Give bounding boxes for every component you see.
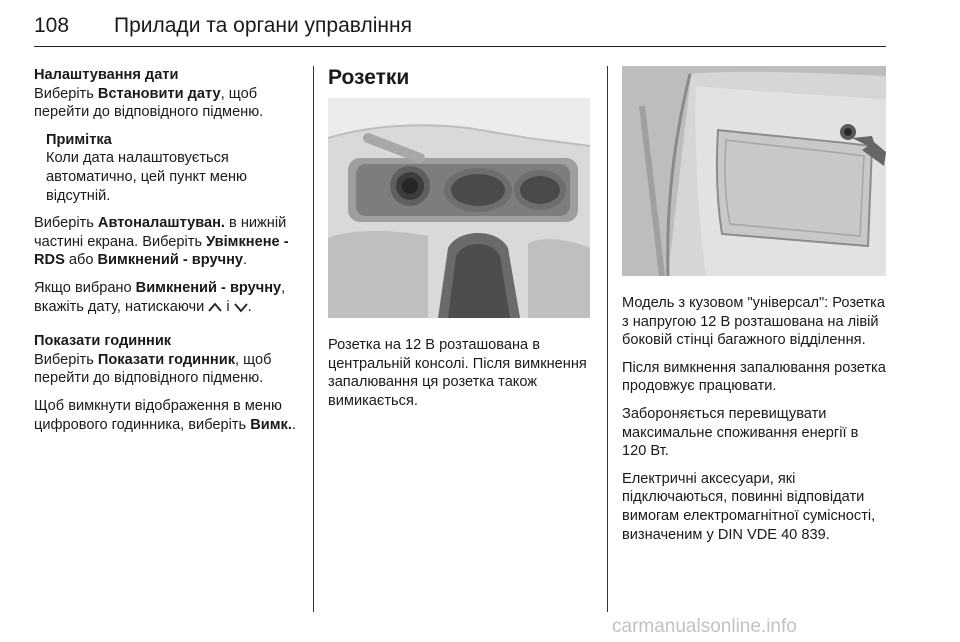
- watermark: carmanualsonline.info: [612, 616, 797, 637]
- column-divider-2: [607, 66, 608, 612]
- estate-socket-paragraph: Модель з кузовом "універсал": Розетка з напругою 12 В розташована на лівій боковій стінці багажного відділення.: [622, 295, 885, 349]
- page-title: Прилади та органи управління: [114, 14, 412, 37]
- emc-paragraph: Електричні аксесуари, які підключаються, повинні відповідати вимогам електромагнітної сумісності, визначеним у DIN VDE 40 839.: [622, 470, 876, 543]
- page-number: 108: [34, 14, 70, 37]
- ignition-off-paragraph: Після вимкнення запалювання розетка продовжує працювати.: [622, 359, 886, 395]
- column-right: [622, 66, 886, 553]
- note-box: [34, 131, 300, 205]
- set-date-menu-label: Встановити дату: [97, 85, 221, 102]
- show-clock-paragraph: Виберіть Показати годинник, щоб перейти до відповідного підменю.: [34, 351, 272, 387]
- off-manual-label: Вимкнений - вручну: [97, 252, 243, 269]
- page-header: [34, 10, 886, 47]
- note-title: Примітка: [46, 131, 112, 148]
- max-power-paragraph: Забороняється перевищувати максимальне споживання енергії в 120 Вт.: [622, 405, 859, 460]
- auto-setting-paragraph: Виберіть Автоналаштуван. в нижній частині екрана. Виберіть Увімкнене - RDS або Вимкнений - вручну.: [34, 215, 289, 269]
- off-label: Вимк.: [250, 416, 292, 433]
- column-left: [34, 66, 300, 443]
- load-compartment-socket-illustration: [622, 66, 886, 276]
- note-text: Коли дата налаштовується автоматично, цей пункт меню відсутній.: [46, 150, 247, 204]
- center-console-socket-illustration: [328, 98, 590, 318]
- off-manual-label-2: Вимкнений - вручну: [135, 279, 282, 296]
- date-setting-heading: Налаштування дати: [34, 67, 179, 83]
- show-clock-label: Показати годинник: [97, 351, 236, 368]
- column-middle: [328, 66, 594, 419]
- show-clock-heading: Показати годинник: [34, 333, 172, 350]
- chevron-down-icon: [234, 302, 248, 313]
- auto-setting-label: Автоналаштуван.: [97, 215, 225, 232]
- set-date-paragraph: Виберіть Встановити дату, щоб перейти до відповідного підменю.: [34, 85, 264, 121]
- column-divider-1: [313, 66, 314, 612]
- chevron-up-icon: [208, 302, 222, 313]
- clock-off-paragraph: Щоб вимкнути відображення в меню цифрового годинника, виберіть Вимк..: [34, 397, 296, 433]
- on-rds-label: Увімкнене - RDS: [34, 233, 289, 269]
- sockets-heading: Розетки: [328, 66, 410, 89]
- manual-date-paragraph: Якщо вибрано Вимкнений - вручну, вкажіть дату, натискаючи і .: [34, 279, 286, 315]
- socket-caption: Розетка на 12 В розташована в центральній консолі. Після вимкнення запалювання ця розетка також вимикається.: [328, 337, 587, 409]
